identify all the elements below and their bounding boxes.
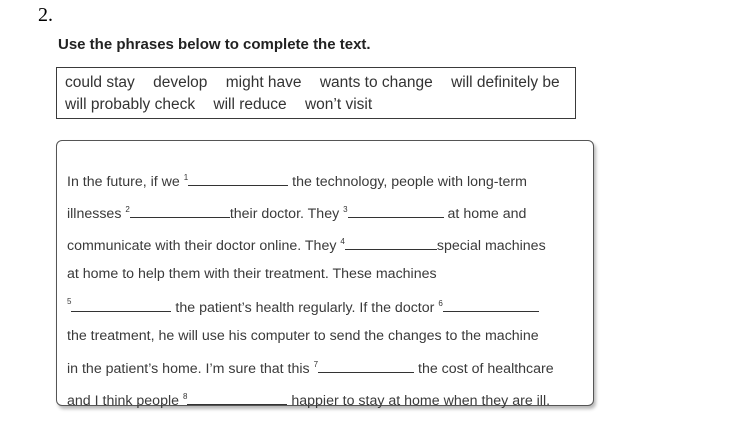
blank-7[interactable] [318, 360, 414, 373]
line-text: happier to stay at home when they are ill. [291, 392, 551, 409]
line-text: their doctor. They [229, 206, 340, 223]
blank-6[interactable] [443, 299, 539, 312]
blank-2[interactable] [130, 205, 230, 218]
line-text: communicate with their doctor online. They [67, 238, 337, 255]
line-text: at home and [447, 206, 527, 223]
instruction-heading: Use the phrases below to complete the text. [58, 36, 371, 53]
phrase-will-reduce: will reduce [213, 96, 287, 113]
text-line-1 [67, 164, 593, 196]
gap-number: 2 [125, 205, 130, 215]
blank-4[interactable] [345, 237, 437, 250]
text-line-4 [67, 260, 593, 288]
phrase-will-definitely-be: will definitely be [451, 74, 560, 91]
line-text: and I think people [67, 392, 180, 409]
line-text: In the future, if we [67, 174, 180, 190]
text-line-8 [67, 383, 593, 415]
gap-number: 7 [313, 359, 319, 369]
exercise-number: 2. [38, 4, 53, 26]
phrase-wont-visit: won’t visit [304, 96, 373, 113]
line-text: illnesses [67, 206, 122, 223]
phrase-could-stay: could stay [65, 74, 135, 91]
phrase-row-2 [65, 94, 575, 116]
gap-fill-text-box [56, 140, 594, 409]
gap-number: 6 [438, 299, 443, 309]
line-text: the cost of healthcare [418, 360, 554, 377]
phrase-row-1 [65, 72, 575, 94]
gap-number: 4 [340, 237, 345, 247]
phrase-wants-to-change: wants to change [319, 74, 433, 91]
text-line-2 [67, 196, 593, 228]
blank-8[interactable] [187, 392, 287, 405]
gap-number: 1 [183, 173, 189, 182]
line-text: in the patient’s home. I’m sure that this [67, 360, 310, 377]
gap-number: 8 [182, 391, 188, 401]
text-line-5 [67, 288, 593, 322]
text-line-3 [67, 228, 593, 260]
text-line-7 [67, 351, 593, 383]
phrase-box [56, 67, 576, 119]
phrase-might-have: might have [225, 74, 302, 91]
blank-3[interactable] [348, 205, 444, 218]
phrase-will-probably-check: will probably check [65, 96, 196, 113]
gap-number: 5 [67, 297, 72, 307]
phrase-develop: develop [153, 74, 208, 91]
line-text: the treatment, he will use his computer to send the changes to the machine [67, 328, 539, 345]
text-line-6 [67, 322, 593, 350]
gap-number: 3 [343, 205, 348, 215]
line-text: at home to help them with their treatment. These machines [67, 266, 437, 283]
blank-5[interactable] [71, 299, 171, 312]
line-text: special machines [436, 238, 546, 255]
line-text: the technology, people with long-term [292, 174, 527, 190]
line-text: the patient’s health regularly. If the doctor [175, 300, 435, 317]
blank-1[interactable] [188, 173, 288, 186]
